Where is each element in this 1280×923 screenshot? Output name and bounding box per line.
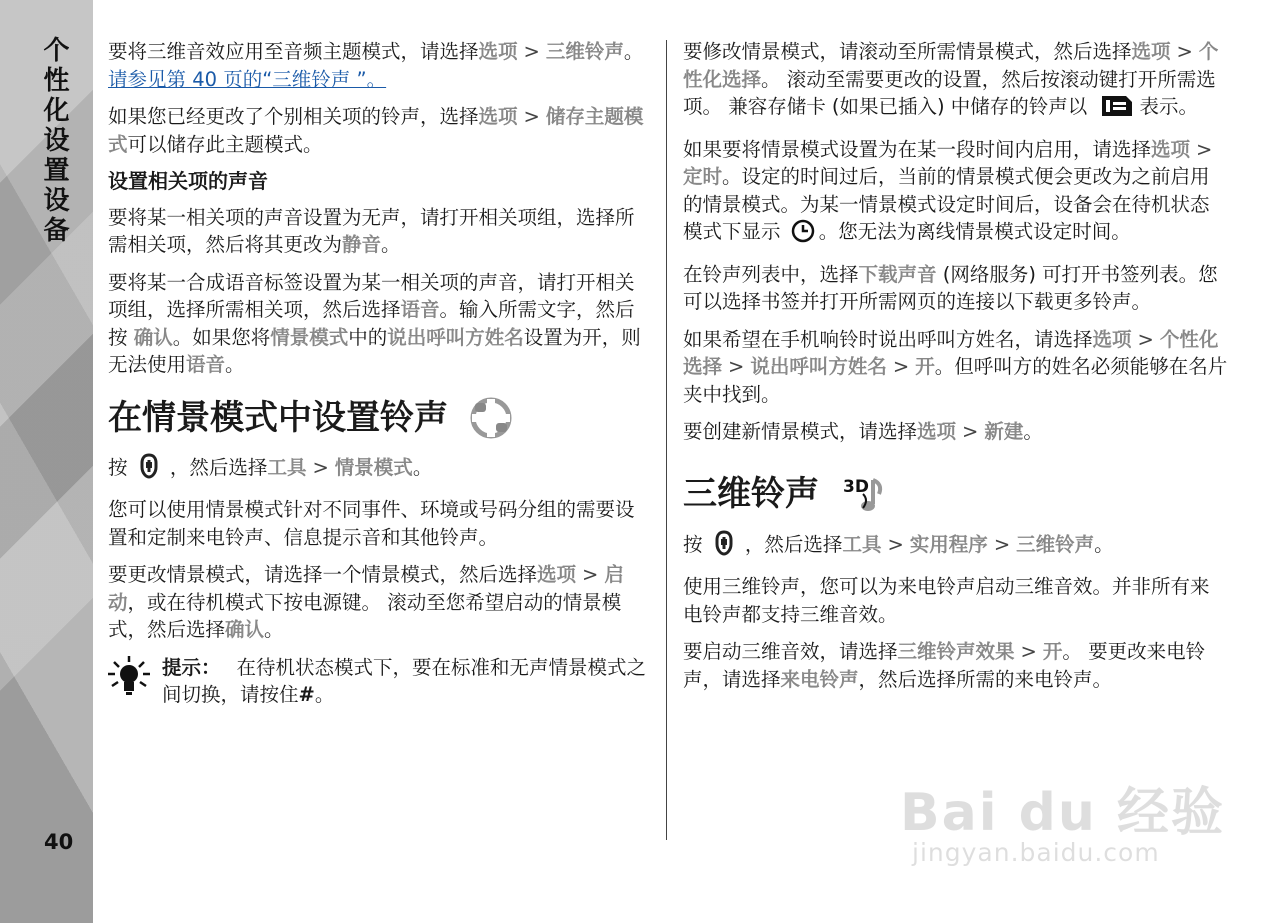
menu-key-icon bbox=[715, 530, 733, 564]
paragraph: 要将三维音效应用至音频主题模式，请选择选项 > 三维铃声。 请参见第 40 页的“三维铃声 ”。 bbox=[108, 40, 644, 91]
menu-option: 语音 bbox=[400, 298, 440, 321]
watermark-logo: Bai du 经验 bbox=[900, 783, 1225, 843]
watermark-url: jingyan.baidu.com bbox=[912, 838, 1160, 867]
section-heading: 三维铃声 3D bbox=[683, 472, 1228, 516]
section-subheading: 设置相关项的声音 bbox=[108, 169, 268, 193]
paragraph: 如果希望在手机响铃时说出呼叫方姓名，请选择选项 > 个性化选择 > 说出呼叫方姓名 > 开。但呼叫方的姓名必须能够在名片夹中找到。 bbox=[683, 327, 1228, 406]
paragraph: 要启动三维音效，请选择三维铃声效果 > 开。 要更改来电铃声，请选择来电铃声，然后选择所需的来电铃声。 bbox=[683, 640, 1206, 691]
column-divider bbox=[666, 40, 667, 840]
paragraph: 您可以使用情景模式针对不同事件、环境或号码分组的需要设置和定制来电铃声、信息提示音和其他铃声。 bbox=[108, 498, 635, 549]
menu-option: 个性化选择 bbox=[683, 327, 1219, 378]
menu-option: 开 bbox=[1042, 640, 1063, 663]
menu-option: 情景模式 bbox=[270, 325, 349, 349]
menu-option: 三维铃声 bbox=[545, 40, 624, 63]
tip-box: 提示： 在待机状态模式下，要在标准和无声情景模式之间切换，请按住#。 bbox=[108, 654, 653, 709]
menu-option: 工具 bbox=[842, 532, 882, 556]
menu-key-icon bbox=[140, 453, 158, 487]
menu-option: 语音 bbox=[186, 353, 226, 376]
clock-icon bbox=[791, 219, 815, 251]
menu-option: 来电铃声 bbox=[780, 667, 859, 691]
menu-option: 下载声音 bbox=[858, 262, 937, 286]
menu-option: 工具 bbox=[267, 455, 307, 479]
paragraph: 要创建新情景模式，请选择选项 > 新建。 bbox=[683, 420, 1043, 443]
menu-option: 选项 bbox=[1092, 327, 1132, 351]
tip-lightbulb-icon bbox=[108, 656, 150, 704]
tip-label: 提示： bbox=[162, 655, 221, 679]
menu-option: 选项 bbox=[917, 420, 957, 443]
paragraph: 按 ，然后选择工具 > 实用程序 > 三维铃声。 bbox=[683, 530, 1228, 564]
menu-option: 开 bbox=[915, 355, 935, 378]
paragraph: 如果您已经更改了个别相关项的铃声，选择选项 > 储存主题模式可以储存此主题模式。 bbox=[108, 105, 644, 156]
menu-option: 三维铃声 bbox=[1016, 532, 1095, 556]
paragraph: 要将某一合成语音标签设置为某一相关项的声音，请打开相关项组，选择所需相关项，然后选择语音。输入所需文字，然后按 确认。如果您将情景模式中的说出呼叫方姓名设置为开，则无法使用语音。 bbox=[108, 270, 641, 376]
menu-option: 实用程序 bbox=[909, 532, 988, 556]
menu-option: 新建 bbox=[984, 420, 1024, 443]
menu-option: 确认 bbox=[133, 325, 173, 349]
left-column bbox=[108, 38, 653, 709]
menu-option: 选项 bbox=[1131, 40, 1171, 63]
paragraph: 使用三维铃声，您可以为来电铃声启动三维音效。并非所有来电铃声都支持三维音效。 bbox=[683, 575, 1210, 626]
paragraph: 要修改情景模式，请滚动至所需情景模式，然后选择选项 > 个性化选择。 滚动至需要更改的设置，然后按滚动键打开所需选项。 兼容存储卡 (如果已插入) 中储存的铃声以 表示。 bbox=[683, 38, 1228, 126]
menu-option: 储存主题模式 bbox=[108, 105, 644, 156]
hash-key: # bbox=[298, 683, 315, 706]
section-heading: 在情景模式中设置铃声 bbox=[108, 397, 653, 439]
sidebar bbox=[0, 0, 93, 923]
paragraph: 在铃声列表中，选择下载声音 (网络服务) 可打开书签列表。您可以选择书签并打开所需网页的连接以下载更多铃声。 bbox=[683, 262, 1218, 313]
3d-ringtone-icon bbox=[843, 472, 891, 516]
menu-option: 情景模式 bbox=[334, 455, 413, 479]
menu-option: 选项 bbox=[478, 105, 518, 128]
menu-option: 三维铃声效果 bbox=[897, 640, 1015, 663]
menu-option: 定时 bbox=[683, 165, 723, 188]
svg-text:3D: 3D bbox=[843, 476, 869, 497]
memory-card-icon bbox=[1100, 94, 1134, 126]
profiles-icon bbox=[470, 397, 512, 439]
menu-option: 个性化选择 bbox=[683, 40, 1219, 91]
menu-option: 说出呼叫方姓名 bbox=[750, 355, 887, 378]
paragraph: 要将某一相关项的声音设置为无声，请打开相关项组，选择所需相关项，然后将其更改为静音。 bbox=[108, 205, 635, 256]
menu-option: 确认 bbox=[225, 618, 265, 641]
page-number: 40 bbox=[44, 830, 74, 854]
paragraph: 如果要将情景模式设置为在某一段时间内启用，请选择选项 >定时。设定的时间过后，当前的情景模式便会更改为之前启用的情景模式。为某一情景模式设定时间后，设备会在待机状态模式下显示 。您无法为离线情景模式设定时间。 bbox=[683, 136, 1228, 251]
menu-option: 选项 bbox=[537, 563, 577, 586]
menu-option: 说出呼叫方姓名 bbox=[387, 325, 524, 349]
menu-option: 静音 bbox=[342, 233, 382, 256]
paragraph: 按 ，然后选择工具 > 情景模式。 bbox=[108, 453, 653, 487]
menu-option: 启动 bbox=[108, 563, 624, 614]
paragraph: 要更改情景模式，请选择一个情景模式，然后选择选项 > 启动，或在待机模式下按电源键。 滚动至您希望启动的情景模式，然后选择确认。 bbox=[108, 563, 624, 641]
menu-option: 选项 bbox=[478, 40, 518, 63]
chapter-title: 个性化设置设备 bbox=[39, 36, 69, 246]
menu-option: 选项 bbox=[1151, 137, 1191, 161]
right-column bbox=[683, 38, 1228, 703]
cross-reference-link[interactable]: 请参见第 40 页的“三维铃声 ”。 bbox=[108, 67, 387, 91]
